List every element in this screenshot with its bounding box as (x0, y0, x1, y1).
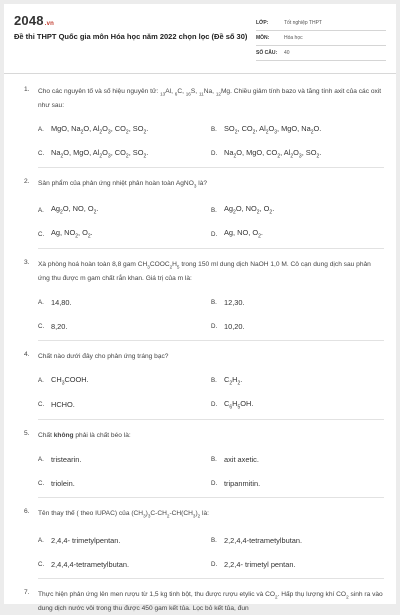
option-text: $Ag_2O$, $NO_2$, $O_2$. (224, 204, 275, 216)
answer-option-c[interactable] (38, 552, 211, 576)
question-number: 4. (24, 351, 30, 359)
option-text: $CH_3COOH$. (51, 375, 89, 387)
answer-option-b[interactable] (211, 369, 384, 393)
option-label: D. (211, 479, 218, 487)
exam-info-table (256, 16, 386, 61)
question-3 (4, 259, 396, 341)
info-value: Hóa học (284, 35, 303, 41)
option-text: Ag, $NO_2$, $O_2$. (51, 228, 93, 240)
option-label: A. (38, 377, 44, 385)
option-text: axit axetic. (224, 454, 259, 464)
option-text: 8,20. (51, 321, 68, 331)
option-text: 2,2,4- trimetyl pentan. (224, 559, 296, 569)
answer-option-c[interactable] (38, 222, 211, 246)
option-text: MgO, $Na_2O$, $Al_2O_3$, $CO_2$, $SO_2$. (51, 123, 149, 136)
exam-page (4, 4, 396, 613)
question-number: 6. (24, 508, 30, 516)
option-label: C. (38, 230, 45, 238)
answer-option-c[interactable] (38, 471, 211, 495)
answer-option-a[interactable] (38, 198, 211, 222)
brand-name: 2048 (14, 13, 44, 28)
option-label: A. (38, 536, 44, 544)
answer-option-a[interactable] (38, 369, 211, 393)
option-label: D. (211, 401, 218, 409)
question-divider (38, 578, 384, 579)
answer-option-a[interactable] (38, 528, 211, 552)
question-number: 3. (24, 259, 30, 267)
answer-option-c[interactable] (38, 393, 211, 417)
question-1 (4, 86, 396, 168)
question-number: 5. (24, 429, 30, 437)
option-text: $Na_2O$, MgO, $Al_2O_3$, $CO_2$, $SO_2$. (51, 147, 149, 160)
info-key: SỐ CÂU: (256, 50, 278, 56)
answer-option-d[interactable] (211, 222, 384, 246)
info-row-subject (256, 31, 386, 46)
question-number: 7. (24, 589, 30, 597)
option-label: B. (211, 536, 217, 544)
option-label: B. (211, 377, 217, 385)
option-label: B. (211, 125, 217, 133)
exam-header (4, 4, 396, 74)
option-text: $C_6H_5OH$. (224, 399, 254, 411)
info-row-class (256, 16, 386, 31)
question-5 (4, 430, 396, 499)
option-label: C. (38, 322, 45, 330)
answer-option-d[interactable] (211, 141, 384, 165)
question-number: 2. (24, 178, 30, 186)
option-text: tripanmitin. (224, 478, 261, 488)
question-text: Thực hiện phản ứng lên men rượu từ 1,5 kg tinh bột, thu được rượu etylic và $CO_2$. Hấp thụ lượng khí $CO_2$ sinh ra vào dung dịch nước vôi trong thu được 450 gam kết tủa. Lọc bỏ kết tủa, đun (38, 591, 383, 613)
option-label: A. (38, 206, 44, 214)
question-list (4, 74, 396, 615)
question-divider (38, 419, 384, 420)
answer-option-d[interactable] (211, 393, 384, 417)
option-text: 14,80. (51, 297, 72, 307)
question-divider (38, 340, 384, 341)
question-text: Xà phòng hoá hoàn toàn 8,8 gam $CH_3COOC_2H_5$ trong 150 ml dung dịch NaOH 1,0 M. Cô cạn dung dịch sau phản ứng thu được m gam chất rắn khan. Giá trị của m là: (38, 261, 371, 282)
answer-option-d[interactable] (211, 314, 384, 338)
question-text: Cho các nguyên tố và số hiệu nguyên tử: $_{13}$Al, $_6$C, $_{16}$S, $_{11}$Na, $_{12}$Mg. Chiều giảm tính bazo và tăng tính axit của các oxit như sau: (38, 88, 382, 109)
question-divider (38, 497, 384, 498)
question-divider (38, 167, 384, 168)
question-text: Chất không phải là chất béo là: (38, 431, 131, 439)
option-label: B. (211, 455, 217, 463)
option-label: C. (38, 479, 45, 487)
option-text: $Ag_2O$, NO, $O_2$. (51, 204, 99, 216)
answer-option-c[interactable] (38, 141, 211, 165)
option-text: 2,4,4- trimetylpentan. (51, 535, 121, 545)
exam-title: Đề thi THPT Quốc gia môn Hóa học năm 2022 chọn lọc (Đề số 30) (14, 32, 248, 41)
option-label: B. (211, 206, 217, 214)
option-label: D. (211, 560, 218, 568)
option-text: tristearin. (51, 454, 82, 464)
question-text: Chất nào dưới đây cho phản ứng tráng bạc? (38, 353, 169, 361)
option-text: Ag, NO, $O_2$. (224, 228, 263, 240)
info-value: Tốt nghiệp THPT (284, 20, 322, 26)
question-4 (4, 351, 396, 420)
answer-option-b[interactable] (211, 447, 384, 471)
option-text: $C_2H_2$. (224, 375, 243, 387)
option-text: 10,20. (224, 321, 245, 331)
question-6 (4, 508, 396, 579)
answer-option-b[interactable] (211, 198, 384, 222)
option-label: D. (211, 149, 218, 157)
option-label: D. (211, 230, 218, 238)
option-label: C. (38, 149, 45, 157)
option-text: $SO_2$, $CO_2$, $Al_2O_3$, MgO, $Na_2O$. (224, 123, 322, 136)
answer-options (38, 528, 384, 576)
question-divider (38, 248, 384, 249)
info-key: LỚP: (256, 20, 269, 26)
info-key: MÔN: (256, 35, 270, 41)
answer-options (38, 369, 384, 417)
answer-option-a[interactable] (38, 290, 211, 314)
answer-option-b[interactable] (211, 117, 384, 141)
question-2 (4, 178, 396, 249)
question-text: Tên thay thế ( theo IUPAC) của $(CH_3)_3C-CH_2-CH(CH_3)_2$ là: (38, 510, 210, 519)
answer-options (38, 198, 384, 246)
info-value: 40 (284, 50, 290, 56)
option-text: 2,4,4,4-tetrametylbutan. (51, 559, 130, 569)
option-label: A. (38, 455, 44, 463)
question-number: 1. (24, 86, 30, 93)
answer-option-c[interactable] (38, 314, 211, 338)
option-label: A. (38, 298, 44, 306)
option-text: HCHO. (51, 400, 75, 410)
option-text: $Na_2O$, MgO, $CO_2$, $Al_2O_3$, $SO_2$. (224, 147, 322, 160)
answer-option-d[interactable] (211, 552, 384, 576)
option-label: D. (211, 322, 218, 330)
info-row-count (256, 46, 386, 61)
question-7 (4, 589, 396, 614)
option-label: B. (211, 298, 217, 306)
option-text: 12,30. (224, 297, 245, 307)
answer-options (38, 290, 384, 338)
brand-logo[interactable] (14, 13, 54, 28)
answer-option-a[interactable] (38, 447, 211, 471)
option-label: C. (38, 401, 45, 409)
answer-option-b[interactable] (211, 528, 384, 552)
question-text: Sản phẩm của phản ứng nhiệt phân hoàn toàn AgNO$_3$ là? (38, 180, 208, 189)
answer-options (38, 447, 384, 495)
answer-option-a[interactable] (38, 117, 211, 141)
answer-option-b[interactable] (211, 290, 384, 314)
answer-options (38, 117, 384, 165)
option-text: 2,2,4,4-tetrametylbutan. (224, 535, 303, 545)
answer-option-d[interactable] (211, 471, 384, 495)
option-label: A. (38, 125, 44, 133)
option-label: C. (38, 560, 45, 568)
brand-suffix: .vn (44, 21, 55, 27)
option-text: triolein. (51, 478, 75, 488)
